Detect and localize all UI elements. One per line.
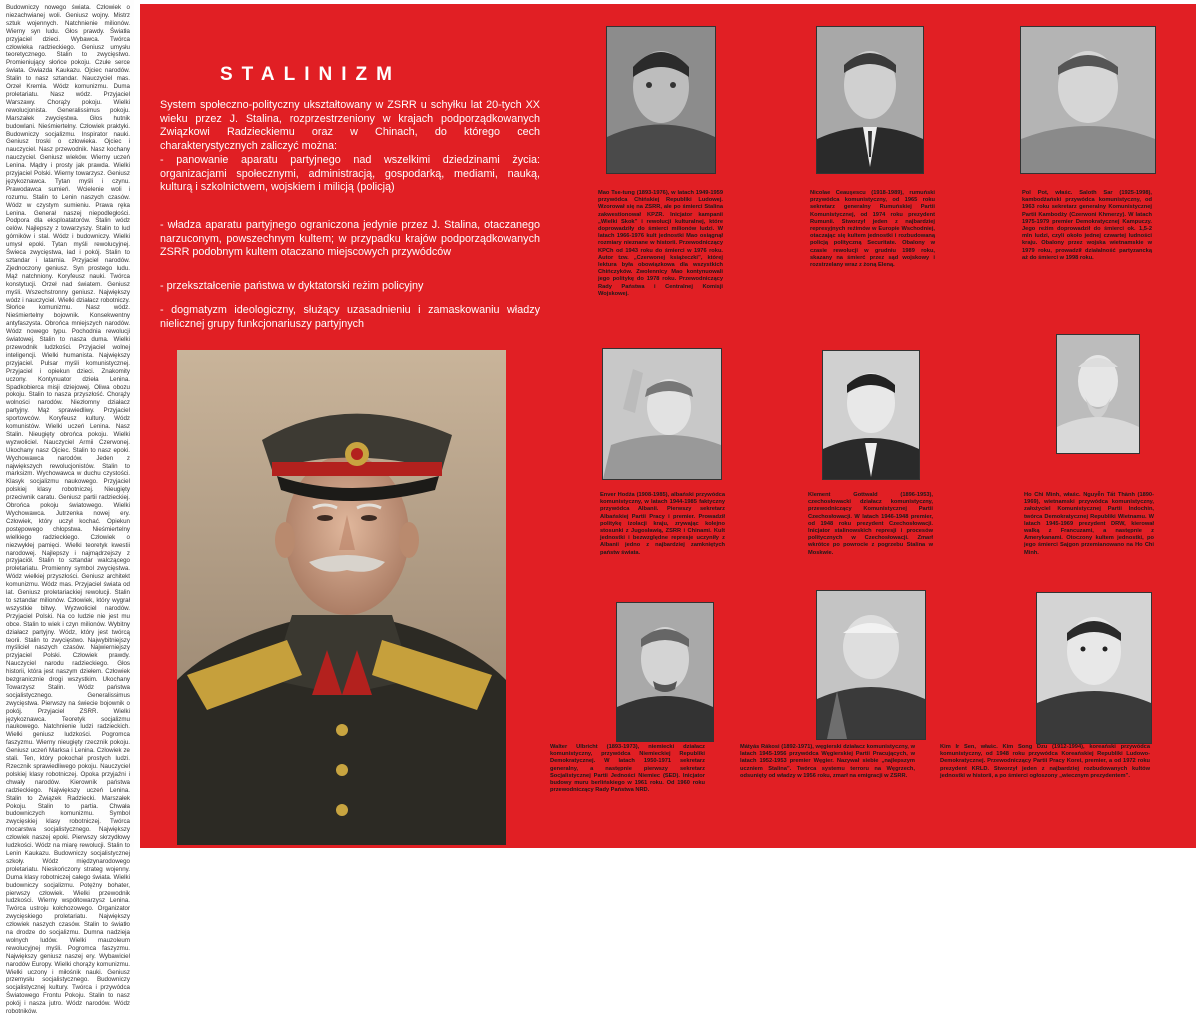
- mao-portrait: [606, 26, 716, 174]
- mao-bio: Mao Tse-tung (1893-1976), w latach 1949-1959 przywódca Chińskiej Republiki Ludowej. Wzorował się na ZSRR, ale po śmierci Stalina zakwestionował KPZR. Inicjator kampanii „Wielki Skok” i rewolucji kulturalnej, które doprowadziły do śmierci milionów ludzi. W latach 1966-1976 kult jednostki Mao osiągnął rozmiary nieznane w historii. Przewodniczący KPCh od 1943 roku do śmierci w 1976 roku. Autor tzw. „Czerwonej książeczki”, której lektura była obowiązkowa dla wszystkich Chińczyków. Zwolennicy Mao kontynuowali jego politykę do 1978 roku. Przewodniczący Rady Państwa i Centralnej Komisji Wojskowej.: [598, 190, 723, 297]
- ceausescu-portrait: [816, 26, 924, 174]
- polpot-bio: Pol Pot, właśc. Saloth Sar (1925-1998), kambodżański przywódca komunistyczny, od 1963 roku sekretarz generalny Komunistycznej Partii Kambodży (Czerwoni Khmerzy). W latach 1975-1979 premier Demokratycznej Kampuczy. Jego reżim doprowadził do śmierci ok. 1,5-2 mln ludzi, czyli około jednej czwartej ludności kraju. Obalony przez wojska wietnamskie w 1979 roku, prowadził działalność partyzancką aż do śmierci w 1998 roku.: [1022, 190, 1152, 261]
- sidebar-text: Budowniczy nowego świata. Człowiek o niezachwianej woli. Geniusz wojny. Mistrz sztuk wojennych. Natchnienie milionów. Wierny syn ludu. Głos prawdy. Światła przyjaciel dzieci. Wybawca. Twórca człowieka radzieckiego. Geniusz umysłu teoretycznego. Stalin to zwycięstwo. Promieniujący słońce pokoju. Czułe serce świata. Gwiazda Kaukazu. Ojciec narodów. Stalin to nasz sztandar. Nauczyciel mas. Orzeł Kremla. Wódz komunizmu. Duma proletariatu. Nasz wódz. Przyjaciel Warszawy. Chorąży pokoju. Wielki rewolucjonista. Generalissimus pokoju. Marszałek zwycięstwa. Głos hutnik budowlani. Nieśmiertelny. Człowiek praktyki. Budowniczy socjalizmu. Inspirator nauki. Geniusz troski o człowieka. Ojciec i nauczyciel. Nasz przewodnik. Nasz kochany nauczyciel. Geniusz wieków. Wierny uczeń Lenina. Mądry i prosty jak prawda. Wielki przyjaciel Polski. Wierny towarzysz. Geniusz językoznawca. Tytan myśli i czynu. Prawodawca sumień. Wcielenie woli i rozumu. Stalin to Lenin naszych czasów. Wódz w czystym sumieniu. Prawa ręka Lenina. Generał naszej niepodległości. Podpora dla eksploatatorów. Stalin wódz celów. Najlepszy z towarzyszy. Stalin to lud górników i stal. Wódz i budowniczy. Wielki umysł epoki. Tytan myśli rewolucyjnej. Świeca zwycięstwa, ład i pokój. Stalin to sztandar i latarnia. Przyjaciel narodów. Zjednoczony geniusz. Syn prostego ludu. Mąż natchniony. Koryfeusz nauki. Twórca konstytucji. Orzeł nad światem. Geniusz myśli. Wszechstronny geniusz. Największy wódz i nauczyciel. Wielki działacz robotniczy. Słońce komunizmu. Nasz wódz. Nieśmiertelny bojownik. Konsekwentny antyfaszysta. Obrońca mniejszych narodów. Wódz nowego typu. Pochodnia rewolucji światowej. Stalin to nasza duma. Wielki przewodnik ludzkości. Przyjaciel wolnej inteligencji. Wielki humanista. Największy przyjaciel. Pulsar myśli komunistycznej. Przyjaciel i opiekun dzieci. Znakomity uczony. Kontynuator dzieła Lenina. Spadkobierca misji dziejowej. Oliwa obozu pokoju. Stalin to nasza przyszłość. Chorąży wolności narodów. Niezłomny działacz partyjny. Mąż sprawiedliwy. Przyjaciel sportowców. Koryfeusz kultury. Wódz komunistów. Wielki uczeń Lenina. Nasz Stalin. Nieugięty obrońca pokoju. Wielki wyzwoliciel. Nauczyciel Armii Czerwonej. Ukochany nasz Ojciec. Stalin to nasz epoki. Wychowawca narodów. Jeden z największych rewolucjonistów. Stalin to marksizm. Wychowawca w duchu czystości. Klasyk socjalizmu naukowego. Przyjaciel polskiej klasy robotniczej. Nieugięty przeciwnik caratu. Geniusz partii radzieckiej. Obrońca pokoju światowego. Wielki Wychowawca. Jutrzenka nowej ery. Człowiek, który uczył kochać. Opiekun postępowego chłopstwa. Nieśmiertelny wielkiego radzieckiego. Człowiek o niezwykłej pamięci. Wielki teoretyk kwestii narodowej. Najlepszy i najmądrzejszy z przyjaciół. Stalin to sztandar walczącego proletariatu. Promienny symbol zwycięstwa. Wódz wielkiej przyszłości. Geniusz architekt komunizmu. Wódz mas. Przyjaciel świata od lat. Geniusz proletariackiej rewolucji. Stalin to sztandar milionów. Człowiek, który wygrał wszystkie bitwy. Wyzwoliciel narodów. Przyjaciel Polski. Na co ludzie nie jest mu obce. Stalin to wiek i czyn milionów. Wybitny działacz partyjny. Wódz, który jest twórcą teorii. Stalin to zwycięstwo. Najwybitniejszy myśliciel naszych czasów. Najwierniejszy przyjaciel Polski. Człowiek prawdy. Nauczyciel narodu radzieckiego. Głos historii, która jest naszym dziełem. Człowiek bezgranicznie drogi wszystkim. Ukochany Towarzysz Stalin. Wódz państwa socjalistycznego. Generalissimus zwycięstwa. Pierwszy na świecie bojownik o pokój. Przyjaciel ZSRR. Wielki językoznawca. Teoretyk socjalizmu naukowego. Natchnienie ludzi radzieckich. Wielki geniusz ludzkości. Pogromca faszyzmu. Wierny nieugięty rzecznik pokoju. Geniusz uczeń Marksa i Lenina. Człowiek ze stali. Ten, który pokochał prostych ludzi. Rzecznik sprawiedliwego pokoju. Nauczyciel polskiej klasy robotniczej. Opoka przyjaźni i chwały narodów. Kierownik państwa radzieckiego. Największy uczeń Lenina. Stalin to Związek Radziecki. Marszałek Pokoju. Stalin to partia. Chwała budowniczych komunizmu. Symbol zwycięskiej klasy robotniczej. Twórca mocarstwa socjalistycznego. Największy człowiek naszej epoki. Pierwszy skrzydłowy ludzkości. Wódz na miarę rewolucji. Stalin to Lenin Kaukazu. Budowniczy socjalistycznej szkoły. Wódz międzynarodowego proletariatu. Nieskończony strateg wojenny. Duma klasy robotniczej całego świata. Wielki budowniczy socjalizmu. Potężny bohater, pierwszy człowiek. Wielki przewodnik ludzkości. Wierny współtowarzysz Lenina. Twórca ustroju kołchozowego. Organizator zwycięskiego proletariatu. Największy człowiek naszych czasów. Stalin to światło na drodze do socjalizmu. Dumna nadzieja wolnych ludów. Wielki mauzoleum rewolucyjnej myśli. Pogromca faszyzmu. Największy geniusz naszej ery. Wybawiciel narodów Europy. Wielki chorąży komunizmu. Wielki uczony i miłośnik nauki. Geniusz przemysłu socjalistycznego. Budowniczy socjalistycznej kultury. Twórca i przywódca Światowego Frontu Pokoju. Stalin to nasz pokój i nasza jutro. Wódz narodów. Wódz robotników.: [6, 4, 130, 1016]
- poster-intro: System społeczno-polityczny ukształtowany w ZSRR u schyłku lat 20-tych XX wieku przez J. Stalina, rozprzestrzeniony w krajach podporządkowanych Związkowi Radzieckiemu oraz w Chinach, do którego cech charakterystycznych zaliczyć można:: [160, 99, 540, 152]
- ulbricht-bio: Walter Ulbricht (1893-1973), niemiecki działacz komunistyczny, przywódca Niemieckiej Republiki Demokratycznej. W latach 1950-1971 sekretarz generalny, a następnie pierwszy sekretarz Socjalistycznej Partii Jedności Niemiec (SED). Inicjator budowy muru berlińskiego w 1961 roku. Od 1960 roku przewodniczący Rady Państwa NRD.: [550, 744, 705, 794]
- stalin-portrait: [177, 350, 506, 845]
- hochiminh-bio: Ho Chi Minh, właśc. Nguyễn Tất Thành (1890-1969), wietnamski przywódca komunistyczny, założyciel Komunistycznej Partii Indochin, twórca Demokratycznej Republiki Wietnamu. W latach 1945-1969 prezydent DRW, kierował walką z Francuzami, a następnie z Amerykanami. Otoczony kultem jednostki, po jego śmierci Sajgon przemianowano na Ho Chi Minh.: [1024, 492, 1154, 556]
- bullet-3: - przekształcenie państwa w dyktatorski reżim policyjny: [160, 280, 424, 292]
- gottwald-bio: Klement Gottwald (1896-1953), czechosłowacki działacz komunistyczny, przewodniczący Komunistycznej Partii Czechosłowacji. W latach 1946-1948 premier, od 1948 roku prezydent Czechosłowacji. Inicjator stalinowskich represji i procesów politycznych w Czechosłowacji. Zmarł wkrótce po powrocie z pogrzebu Stalina w Moskwie.: [808, 492, 933, 556]
- rakosi-bio: Mátyás Rákosi (1892-1971), węgierski działacz komunistyczny, w latach 1945-1956 przywódca Węgierskiej Partii Pracujących, w latach 1952-1953 premier Węgier. Nazywał siebie „najlepszym uczniem Stalina”. Twórca systemu terroru na Węgrzech, odsunięty od władzy w 1956 roku, zmarł na emigracji w ZSRR.: [740, 744, 915, 779]
- kimilsung-portrait: [1036, 592, 1152, 744]
- ulbricht-portrait: [616, 602, 714, 742]
- hoxha-bio: Enver Hodża (1908-1985), albański przywódca komunistyczny, w latach 1944-1985 faktyczny przywódca Albanii. Pierwszy sekretarz Albańskiej Partii Pracy i premier. Prowadził politykę izolacji kraju, zrywając kolejno stosunki z Jugosławią, ZSRR i Chinami. Kult jednostki i bezwzględne represje uczyniły z Albanii jedno z najbardziej zamkniętych państw świata.: [600, 492, 725, 556]
- rakosi-portrait: [816, 590, 926, 740]
- sidebar-text-column: [0, 0, 134, 1016]
- bullet-1: - panowanie aparatu partyjnego nad wszelkimi dziedzinami życia: organizacjami społecznymi, administracją, gospodarką, mediami, nauką, kulturą i szkolnictwem, wojskiem i milicją (policją): [160, 154, 540, 193]
- polpot-portrait: [1020, 26, 1156, 174]
- bullet-4: - dogmatyzm ideologiczny, służący uzasadnieniu i zamaskowaniu władzy nielicznej grupy funkcjonariuszy partyjnych: [160, 304, 540, 330]
- gottwald-portrait: [822, 350, 920, 480]
- kimilsung-bio: Kim Ir Sen, właśc. Kim Song Dzu (1912-1994), koreański przywódca komunistyczny, od 1948 roku przywódca Koreańskiej Republiki Ludowo-Demokratycznej. Przewodniczący Partii Pracy Korei, premier, a od 1972 roku prezydent KRLD. Stworzył jeden z najbardziej rozbudowanych kultów jednostki w historii, a po śmierci ogłoszony „wiecznym prezydentem”.: [940, 744, 1150, 779]
- ceausescu-bio: Nicolae Ceauşescu (1918-1989), rumuński przywódca komunistyczny, od 1965 roku sekretarz generalny Rumuńskiej Partii Komunistycznej, od 1974 roku prezydent Rumunii. Stworzył jeden z najbardziej represyjnych reżimów w Europie Wschodniej, otaczając się kultem jednostki i rozbudowaną policją polityczną Securitate. Obalony w czasie rewolucji w grudniu 1989 roku, skazany na śmierć przez sąd wojskowy i rozstrzelany wraz z żoną Eleną.: [810, 190, 935, 269]
- hochiminh-portrait: [1056, 334, 1140, 454]
- bullet-2: - władza aparatu partyjnego ograniczona jedynie przez J. Stalina, otaczanego narzuconym, powszechnym kultem; w przypadku krajów podporządkowanych ZSRR podobnym kultem otaczano miejscowych przywódców: [160, 219, 540, 258]
- poster: [140, 4, 1196, 848]
- hoxha-portrait: [602, 348, 722, 480]
- poster-title: STALINIZM: [220, 64, 401, 85]
